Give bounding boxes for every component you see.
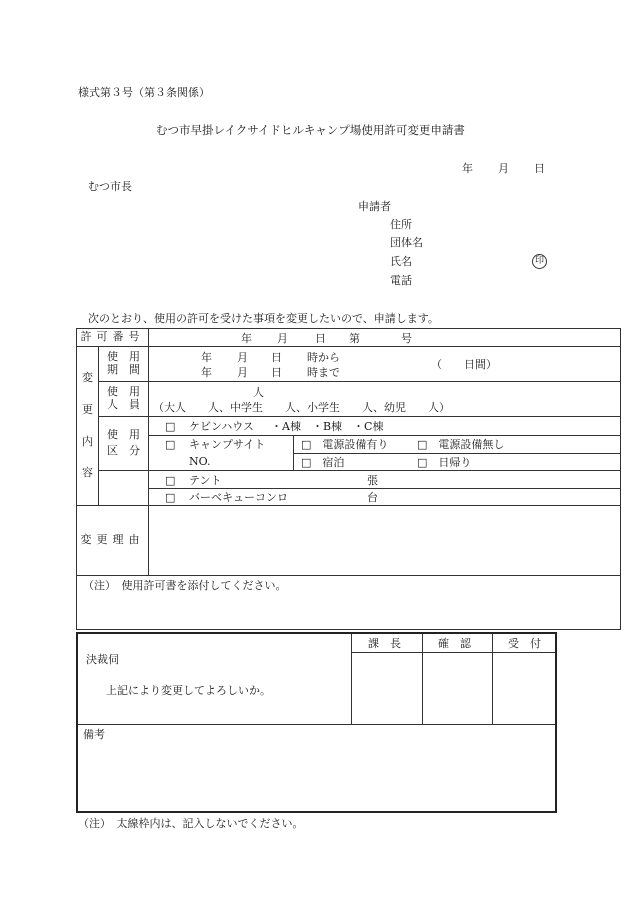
campsite-label: キャンプサイト: [189, 437, 266, 451]
tent-unit: 張: [367, 473, 378, 487]
change-content-label: 変 更 内 容: [77, 347, 99, 506]
usage-period-field[interactable]: 年 月 日 時から 年 月 日 時まで （ 日間）: [149, 347, 621, 382]
usage-category-label: 使 用 区 分: [99, 417, 149, 471]
approval-statement: 上記により変更してよろしいか。: [106, 684, 271, 697]
usage-people-label: 使 用 人 員: [99, 382, 149, 417]
bbq-unit: 台: [367, 490, 378, 504]
applicant-name-label: 氏名: [390, 255, 412, 268]
intro-text: 次のとおり、使用の許可を受けた事項を変更したいので、申請します。: [88, 312, 439, 325]
campsite-no-label: NO.: [189, 454, 211, 468]
applicant-organization-label: 団体名: [390, 236, 423, 249]
usage-category-field: [149, 417, 621, 471]
official-use-box: [76, 632, 557, 813]
equipment-field: [149, 471, 621, 506]
decision-label: 決裁伺: [86, 653, 119, 666]
confirm-label: 確 認: [438, 637, 471, 650]
change-reason-label: 変更理由: [77, 506, 149, 576]
power-no-option[interactable]: □ 電源設備無し: [417, 437, 505, 451]
official-use-note: （注） 太線枠内は、記入しないでください。: [78, 817, 304, 830]
bbq-label: バーベキューコンロ: [189, 490, 288, 504]
attachment-note: （注） 使用許可書を添付してください。: [83, 579, 287, 592]
attachment-note-row: [77, 576, 621, 630]
permit-number-label: 許可番号: [77, 329, 149, 347]
cabin-label: ケビンハウス: [189, 419, 254, 433]
usage-category-label-cont: [99, 471, 149, 506]
addressee: むつ市長: [88, 180, 132, 193]
change-reason-field[interactable]: [149, 506, 621, 576]
cabin-checkbox[interactable]: □: [165, 419, 176, 433]
chief-label: 課 長: [368, 637, 401, 650]
bbq-checkbox[interactable]: □: [165, 490, 176, 504]
day-trip-option[interactable]: □ 日帰り: [417, 455, 472, 469]
duration-days: （ 日間）: [431, 357, 497, 371]
permit-number-field[interactable]: 年 月 日 第 号: [149, 329, 621, 347]
power-yes-option[interactable]: □ 電源設備有り: [301, 437, 389, 451]
campsite-checkbox[interactable]: □: [165, 437, 176, 451]
people-breakdown: （大人 人、中学生 人、小学生 人、幼児 人）: [153, 400, 450, 414]
date-month: 月: [498, 162, 509, 175]
tent-label: テント: [189, 473, 222, 487]
usage-people-field[interactable]: 人 （大人 人、中学生 人、小学生 人、幼児 人）: [149, 382, 621, 417]
applicant-phone-label: 電話: [390, 274, 412, 287]
cabin-options: ・A棟 ・B棟 ・C棟: [271, 419, 384, 433]
form-title: むつ市早掛レイクサイドヒルキャンプ場使用許可変更申請書: [156, 123, 465, 137]
seal-stamp-icon: 印: [532, 254, 547, 269]
remarks-label: 備考: [83, 728, 105, 741]
reception-label: 受 付: [508, 637, 541, 650]
date-day: 日: [534, 162, 545, 175]
application-table: [76, 328, 621, 630]
stay-option[interactable]: □ 宿泊: [301, 455, 345, 469]
usage-period-label: 使 用 期 間: [99, 347, 149, 382]
date-year: 年: [462, 162, 473, 175]
form-number: 様式第３号（第３条関係）: [78, 86, 210, 99]
applicant-address-label: 住所: [390, 218, 412, 231]
applicant-heading: 申請者: [358, 200, 391, 213]
tent-checkbox[interactable]: □: [165, 473, 176, 487]
